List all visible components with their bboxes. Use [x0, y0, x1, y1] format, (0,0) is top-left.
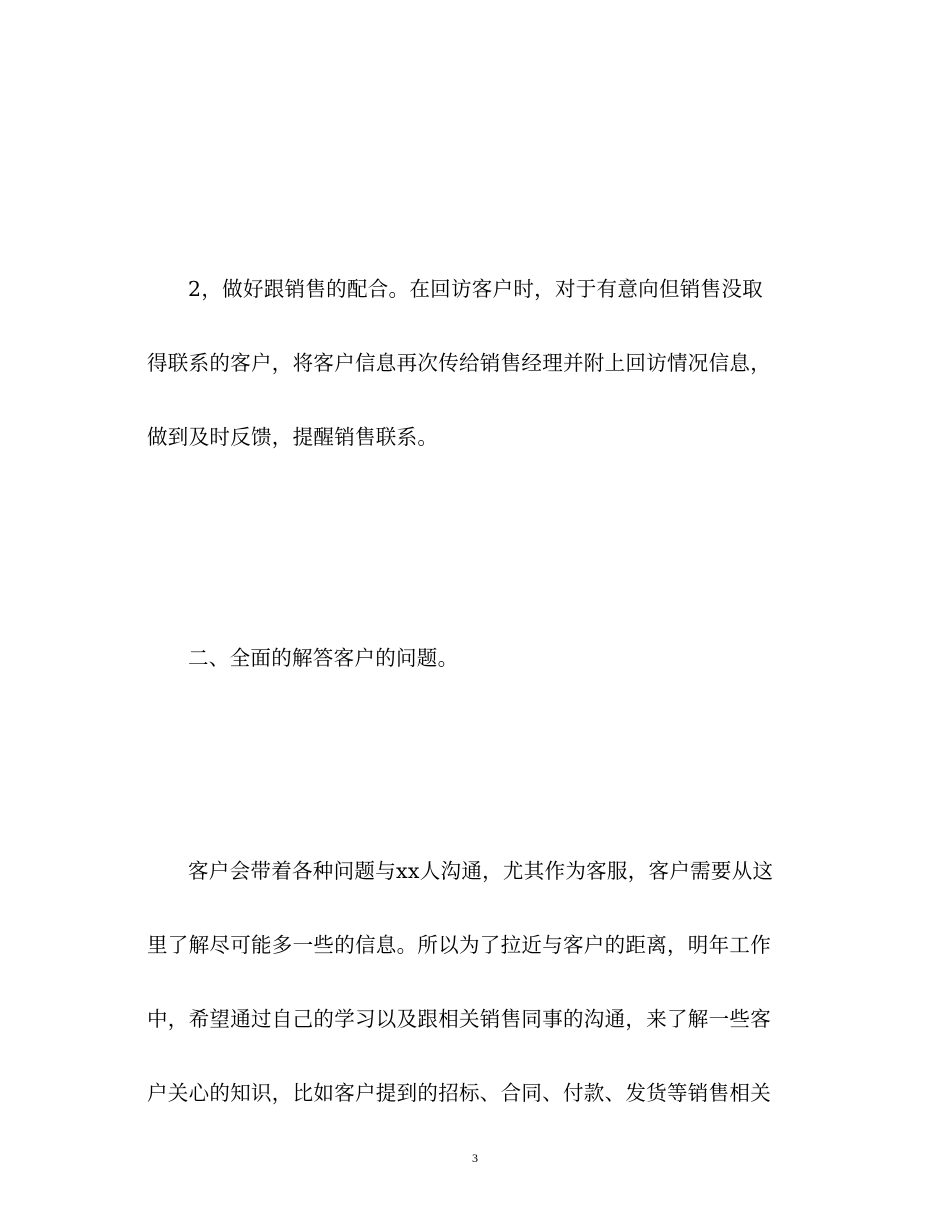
section-heading: 二、全面的解答客户的问题。	[188, 646, 459, 670]
paragraph-1-line-3: 做到及时反馈，提醒销售联系。	[147, 425, 439, 449]
paragraph-3-line-1: 客户会带着各种问题与xx人沟通，尤其作为客服，客户需要从这	[188, 859, 774, 883]
paragraph-1-line-2: 得联系的客户，将客户信息再次传给销售经理并附上回访情况信息，	[147, 351, 771, 375]
page-number: 3	[472, 1151, 478, 1165]
paragraph-3-line-4: 户关心的知识，比如客户提到的招标、合同、付款、发货等销售相关	[147, 1081, 771, 1105]
paragraph-3-line-2: 里了解尽可能多一些的信息。所以为了拉近与客户的距离，明年工作	[147, 933, 771, 957]
paragraph-3-line-3: 中，希望通过自己的学习以及跟相关销售同事的沟通，来了解一些客	[147, 1007, 771, 1031]
paragraph-1-line-1: 2，做好跟销售的配合。在回访客户时，对于有意向但销售没取	[188, 277, 763, 301]
